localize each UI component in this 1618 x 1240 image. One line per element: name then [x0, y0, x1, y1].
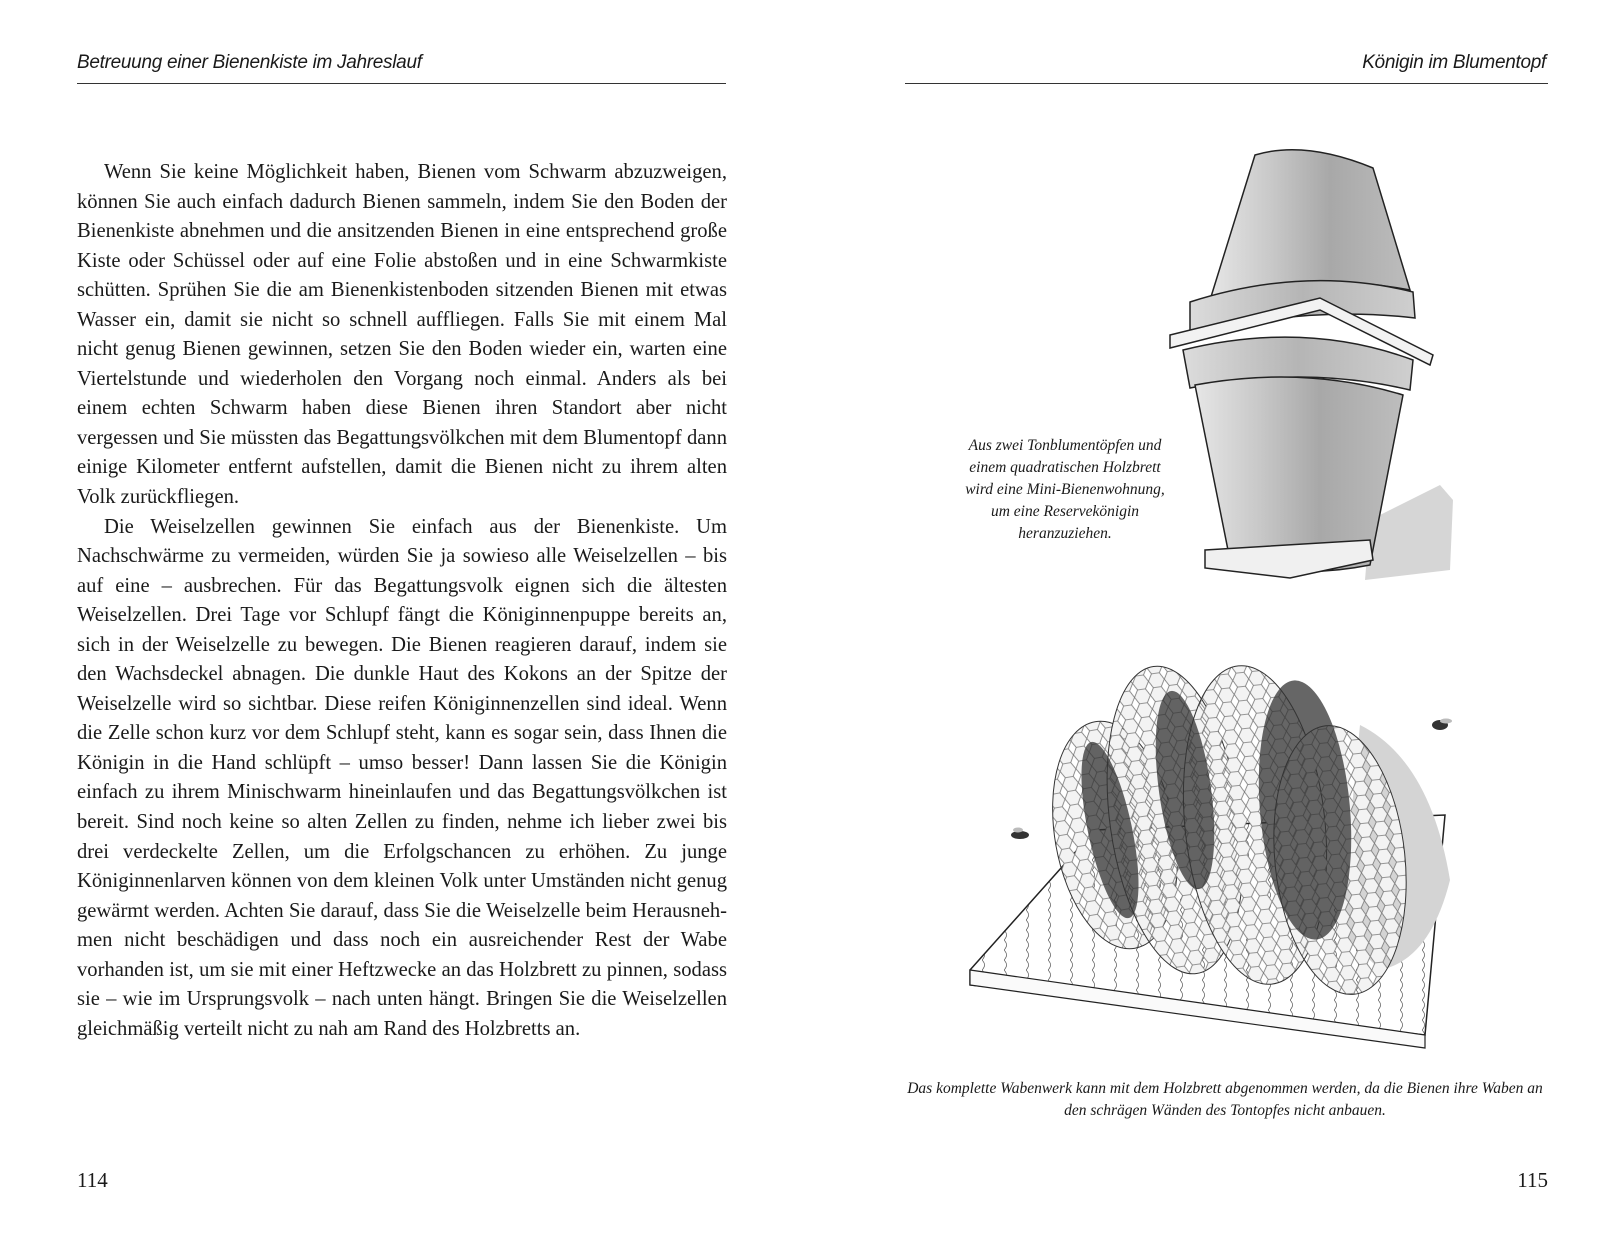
header-rule-left [77, 83, 726, 84]
header-rule-right [905, 83, 1548, 84]
figure-caption-honeycomb: Das komplette Wabenwerk kann mit dem Holzbrett abgenommen werden, da die Bienen ihre Waben an den schrägen Wänden des Tontopfes nicht anbauen. [907, 1080, 1543, 1119]
figure-caption-flowerpot: Aus zwei Tonblumentöpfen und einem quadratischen Holzbrett wird eine Mini-Bienenwohnung, um eine Reservekönigin heranzuziehen. [965, 437, 1165, 542]
flying-bee-right [1432, 719, 1452, 731]
body-text [77, 158, 727, 1044]
left-page [0, 0, 800, 1240]
page-number-right: 115 [1517, 1168, 1548, 1192]
running-head-right: Königin im Blumentopf [1362, 52, 1546, 73]
flying-bee-left [1011, 828, 1029, 840]
honeycomb-illustration [960, 630, 1480, 1060]
upper-pot [1210, 150, 1410, 300]
paragraph-2: Die Weiselzellen gewinnen Sie einfach aus der Bienenkiste. Um Nachschwärme zu vermeiden, würden Sie ja sowieso alle Weiselzellen – bis auf eine – ausbrechen. Für das Begattungsvolk eignen sich die ältesten Weiselzellen. Drei Tage vor Schlupf fängt die Königinnenpuppe bereits an, sich in der Weiselzelle zu bewegen. Die Bienen reagieren darauf, indem sie den Wachsdeckel abnagen. Die dunkle Haut des Kokons an der Spitze der Weiselzelle wird so sichtbar. Diese reifen Königinnenzellen sind ideal. Wenn die Zelle schon kurz vor dem Schlupf steht, kann es sogar sein, dass Ihnen die Königin in die Hand schlüpft – umso besser! Dann lassen Sie die Königin einfach zu ihrem Minischwarm hineinlaufen und das Begattungsvölkchen ist bereit. Sind noch keine so alten Zellen zu finden, nehme ich lieber zwei bis drei verdeckelte Zellen, um die Erfolgschancen zu erhöhen. Zu junge Königinnenlarven können von dem kleinen Volk unter Umständen nicht genug gewärmt werden. Achten Sie darauf, dass Sie die Weiselzelle beim Herausnehmen nicht beschädigen und dass noch ein ausreichender Rest der Wabe vorhanden ist, um sie mit einer Heftzwecke an das Holzbrett zu pinnen, sodass sie – wie im Ursprungsvolk – nach unten hängt. Bringen Sie die Weiselzellen gleichmäßig verteilt nicht zu nah am Rand des Holzbretts an. [77, 515, 727, 1040]
lower-pot [1195, 377, 1403, 571]
paragraph-1: Wenn Sie keine Möglichkeit haben, Bienen vom Schwarm abzuzweigen, können Sie auch einfach dadurch Bienen sammeln, indem Sie den Boden der Bienenkiste abnehmen und die ansitzenden Bienen in eine entsprechend große Kiste oder Schüssel oder auf eine Folie abstoßen und in eine Schwarmkiste schütten. Sprühen Sie die am Bienenkistenboden sitzenden Bienen mit etwas Wasser ein, damit sie nicht so schnell auffliegen. Falls Sie mit einem Mal nicht genug Bienen gewinnen, setzen Sie den Boden wieder ein, warten eine Viertelstunde und wiederholen den Vorgang noch einmal. Anders als bei einem echten Schwarm haben diese Bienen ihren Standort aber nicht vergessen und Sie müssten das Begattungsvölkchen mit dem Blumentopf dann einige Kilometer entfernt aufstellen, damit die Bienen nicht zu ihrem alten Volk zurückfliegen. [77, 161, 727, 509]
running-head-left: Betreuung einer Bienenkiste im Jahreslauf [77, 52, 422, 73]
right-page [810, 0, 1618, 1240]
page-number-left: 114 [77, 1168, 108, 1192]
flowerpot-illustration [1155, 140, 1455, 595]
